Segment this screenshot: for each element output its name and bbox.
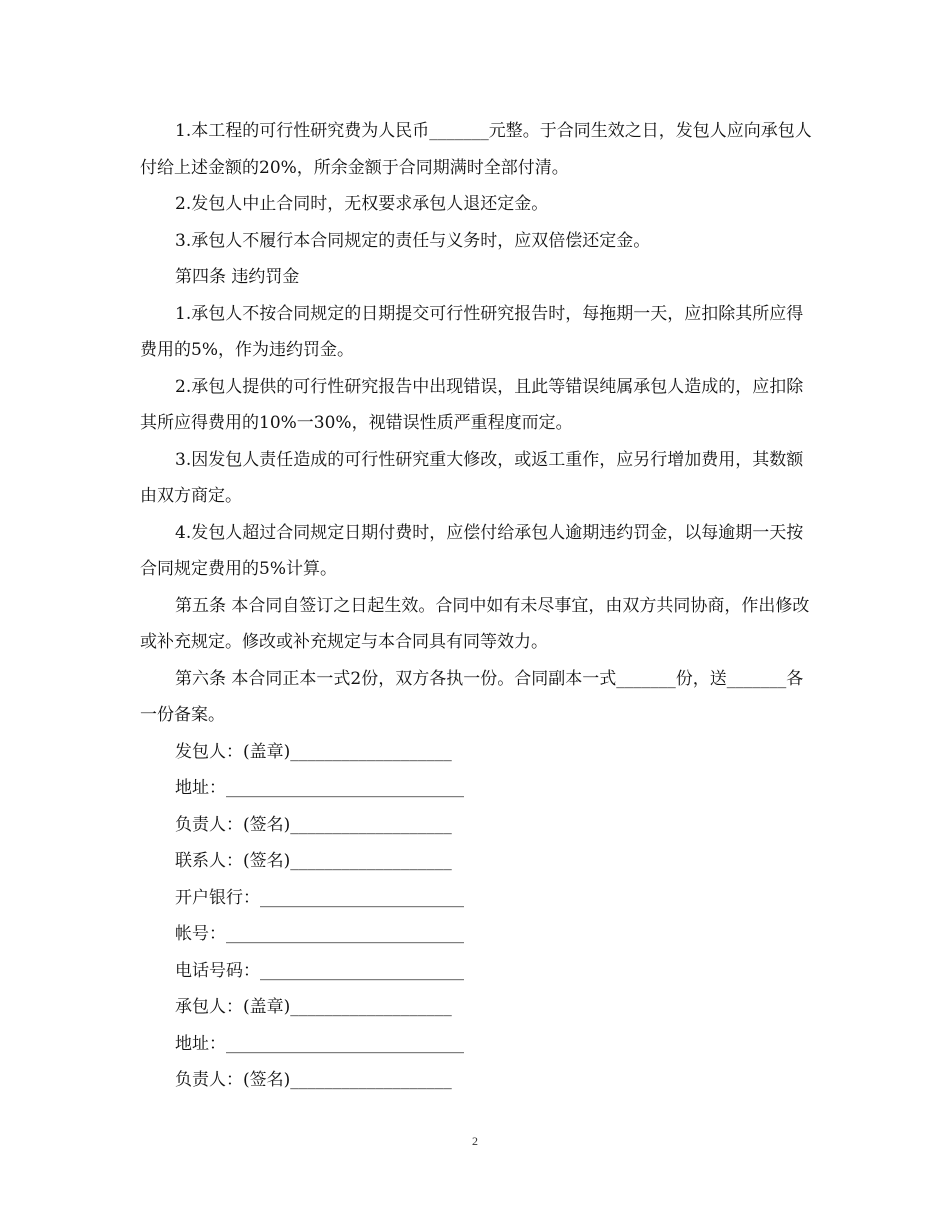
- responsible-person-field: 负责人：(签名)___________________: [175, 1070, 452, 1090]
- clause-paragraph: 2.承包人提供的可行性研究报告中出现错误，且此等错误纯属承包人造成的，应扣除其所应得费用的10%一30%，视错误性质严重程度而定。: [140, 376, 804, 433]
- clause-paragraph: 3.承包人不履行本合同规定的责任与义务时，应双倍偿还定金。: [175, 230, 651, 251]
- clause-paragraph: 1.承包人不按合同规定的日期提交可行性研究报告时，每拖期一天，应扣除其所应得费用的5%，作为违约罚金。: [140, 303, 804, 360]
- article-paragraph: 第五条 本合同自签订之日起生效。合同中如有未尽事宜，由双方共同协商，作出修改或补充规定。修改或补充规定与本合同具有同等效力。: [140, 595, 810, 652]
- clause-paragraph: 2.发包人中止合同时，无权要求承包人退还定金。: [175, 194, 549, 214]
- signature-field-employer: 发包人：(盖章)___________________: [175, 741, 452, 762]
- address-field: 地址：____________________________: [175, 1033, 464, 1054]
- article-paragraph: 第六条 本合同正本一式2份，双方各执一份。合同副本一式_______份，送_______各一份备案。: [140, 668, 804, 725]
- article-heading: 第四条 违约罚金: [175, 267, 300, 287]
- clause-paragraph: 1.本工程的可行性研究费为人民币_______元整。于合同生效之日，发包人应向承包人付给上述金额的20%，所余金额于合同期满时全部付清。: [140, 121, 812, 178]
- contact-person-field: 联系人：(签名)___________________: [175, 851, 452, 871]
- clause-paragraph: 3.因发包人责任造成的可行性研究重大修改，或返工重作，应另行增加费用，其数额由双方商定。: [140, 449, 804, 506]
- clause-paragraph: 4.发包人超过合同规定日期付费时，应偿付给承包人逾期违约罚金，以每逾期一天按合同规定费用的5%计算。: [140, 522, 804, 579]
- signature-field-contractor: 承包人：(盖章)___________________: [175, 997, 452, 1017]
- address-field: 地址：____________________________: [175, 778, 464, 798]
- phone-field: 电话号码：________________________: [175, 960, 464, 981]
- responsible-person-field: 负责人：(签名)___________________: [175, 814, 452, 835]
- account-field: 帐号：____________________________: [175, 924, 464, 944]
- bank-field: 开户银行：________________________: [175, 887, 464, 908]
- page-number: 2: [472, 1134, 478, 1148]
- document-body: [140, 113, 815, 1099]
